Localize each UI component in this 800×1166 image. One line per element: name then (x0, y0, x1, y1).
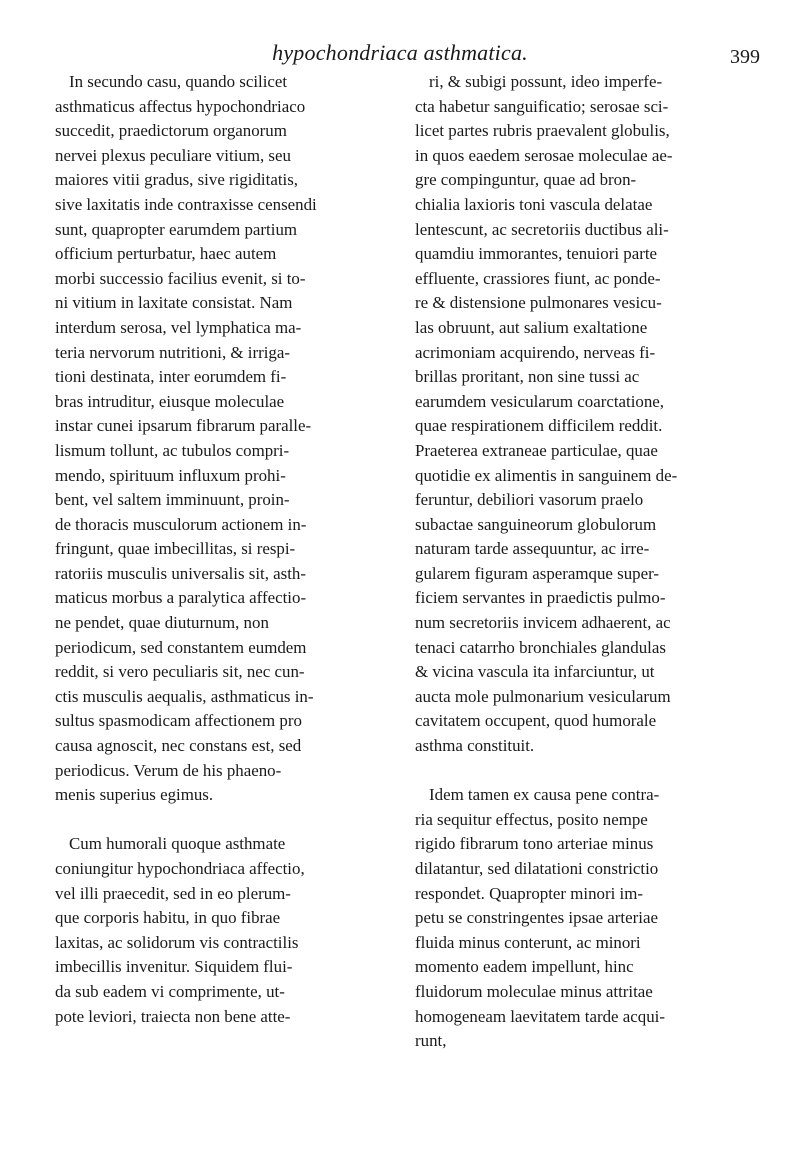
text-line: teria nervorum nutritioni, & irriga- (55, 342, 290, 362)
text-line: Cum humorali quoque asthmate (69, 834, 286, 854)
paragraph (415, 70, 771, 759)
text-line: acrimoniam acquirendo, nerveas fi- (415, 342, 656, 362)
text-line: causa agnoscit, nec constans est, sed (55, 736, 302, 756)
text-line: tioni destinata, inter eorumdem fi- (55, 367, 287, 387)
text-line: asthma constituit. (415, 736, 535, 756)
paragraph (55, 70, 411, 808)
text-line: mendo, spirituum influxum prohi- (55, 465, 286, 485)
text-line: cavitatem occupent, quod humorale (415, 711, 657, 731)
text-line: sultus spasmodicam affectionem pro (55, 711, 302, 731)
text-line: fringunt, quae imbecillitas, si respi- (55, 539, 296, 559)
text-line: instar cunei ipsarum fibrarum paralle- (55, 416, 312, 436)
text-line: periodicum, sed constantem eumdem (55, 637, 307, 657)
text-line: rigido fibrarum tono arteriae minus (415, 834, 654, 854)
text-line: Idem tamen ex causa pene contra- (429, 785, 660, 805)
text-line: Praeterea extraneae particulae, quae (415, 440, 658, 460)
text-line: aucta mole pulmonarium vesicularum (415, 686, 671, 706)
text-line: naturam tarde assequuntur, ac irre- (415, 539, 650, 559)
text-line: pote leviori, traiecta non bene atte- (55, 1006, 291, 1026)
text-line: in quos eaedem serosae moleculae ae- (415, 145, 673, 165)
text-line: bras intruditur, eiusque moleculae (55, 391, 285, 411)
text-line: coniungitur hypochondriaca affectio, (55, 859, 305, 878)
text-line: asthmaticus affectus hypochondriaco (55, 96, 306, 116)
text-line: In secundo casu, quando scilicet (69, 72, 288, 91)
text-line: ctis musculis aequalis, asthmaticus in- (55, 686, 314, 706)
text-line: ni vitium in laxitate consistat. Nam (55, 293, 293, 313)
text-line: menis superius egimus. (55, 785, 214, 805)
page-header (0, 40, 800, 70)
text-line: effluente, crassiores fiunt, ac ponde- (415, 268, 661, 288)
paragraph (55, 832, 411, 1029)
text-line: vel illi praecedit, sed in eo plerum- (55, 883, 291, 903)
text-line: ri, & subigi possunt, ideo imperfe- (429, 72, 663, 91)
text-line: lismum tollunt, ac tubulos compri- (55, 440, 290, 460)
text-line: las obruunt, aut salium exaltatione (415, 317, 648, 337)
text-line: re & distensione pulmonares vesicu- (415, 293, 662, 313)
text-line: chialia laxioris toni vascula delatae (415, 194, 653, 214)
text-line: & vicina vascula ita infarciuntur, ut (415, 662, 655, 682)
text-line: gre compinguntur, quae ad bron- (415, 170, 637, 190)
running-title: hypochondriaca asthmatica. (272, 40, 528, 65)
text-line: lentescunt, ac secretoriis ductibus ali- (415, 219, 669, 239)
text-line: imbecillis invenitur. Siquidem flui- (55, 957, 293, 977)
text-line: interdum serosa, vel lymphatica ma- (55, 317, 302, 337)
text-line: officium perturbatur, haec autem (55, 244, 277, 264)
text-line: petu se constringentes ipsae arteriae (415, 908, 658, 928)
text-line: sunt, quapropter earumdem partium (55, 219, 298, 239)
text-line: cta habetur sanguificatio; serosae sci- (415, 96, 669, 116)
text-line: maiores vitii gradus, sive rigiditatis, (55, 170, 299, 190)
text-line: de thoracis musculorum actionem in- (55, 514, 307, 534)
text-line: dilatantur, sed dilatationi constrictio (415, 859, 659, 878)
text-line: brillas proritant, non sine tussi ac (415, 367, 640, 387)
text-line: num secretoriis invicem adhaerent, ac (415, 613, 671, 633)
text-line: ratoriis musculis universalis sit, asth- (55, 563, 306, 583)
text-line: earumdem vesicularum coarctatione, (415, 391, 665, 411)
text-line: quamdiu immorantes, tenuiori parte (415, 244, 658, 264)
text-line: periodicus. Verum de his phaeno- (55, 760, 282, 780)
text-line: reddit, si vero peculiaris sit, nec cun- (55, 662, 305, 682)
text-line: quotidie ex alimentis in sanguinem de- (415, 465, 678, 485)
text-line: fluidorum moleculae minus attritae (415, 981, 653, 1001)
text-line: laxitas, ac solidorum vis contractilis (55, 932, 299, 952)
paragraph-gap (55, 808, 411, 833)
text-line: gularem figuram asperamque super- (415, 563, 660, 583)
page-number: 399 (730, 46, 760, 68)
left-column (55, 70, 411, 1029)
text-line: quae respirationem difficilem reddit. (415, 416, 663, 436)
right-column (415, 70, 771, 1054)
text-line: subactae sanguineorum globulorum (415, 514, 657, 534)
text-line: tenaci catarrho bronchiales glandulas (415, 637, 666, 657)
text-line: maticus morbus a paralytica affectio- (55, 588, 307, 608)
paragraph-gap (415, 759, 771, 784)
text-line: sive laxitatis inde contraxisse censendi (55, 194, 317, 214)
text-line: feruntur, debiliori vasorum praelo (415, 490, 644, 510)
text-line: momento eadem impellunt, hinc (415, 957, 634, 977)
text-line: homogeneam laevitatem tarde acqui- (415, 1006, 665, 1026)
text-line: ficiem servantes in praedictis pulmo- (415, 588, 666, 608)
text-line: runt, (415, 1031, 447, 1051)
text-line: succedit, praedictorum organorum (55, 121, 287, 141)
text-line: respondet. Quapropter minori im- (415, 883, 643, 903)
text-line: ria sequitur effectus, posito nempe (415, 809, 648, 829)
text-line: licet partes rubris praevalent globulis, (415, 121, 670, 141)
text-line: nervei plexus peculiare vitium, seu (55, 145, 291, 165)
text-line: bent, vel saltem imminuunt, proin- (55, 490, 290, 510)
text-line: que corporis habitu, in quo fibrae (55, 908, 281, 928)
text-line: da sub eadem vi comprimente, ut- (55, 981, 285, 1001)
paragraph (415, 783, 771, 1054)
text-line: fluida minus conterunt, ac minori (415, 932, 641, 952)
text-line: morbi successio facilius evenit, si to- (55, 268, 306, 288)
text-line: ne pendet, quae diuturnum, non (55, 613, 269, 633)
